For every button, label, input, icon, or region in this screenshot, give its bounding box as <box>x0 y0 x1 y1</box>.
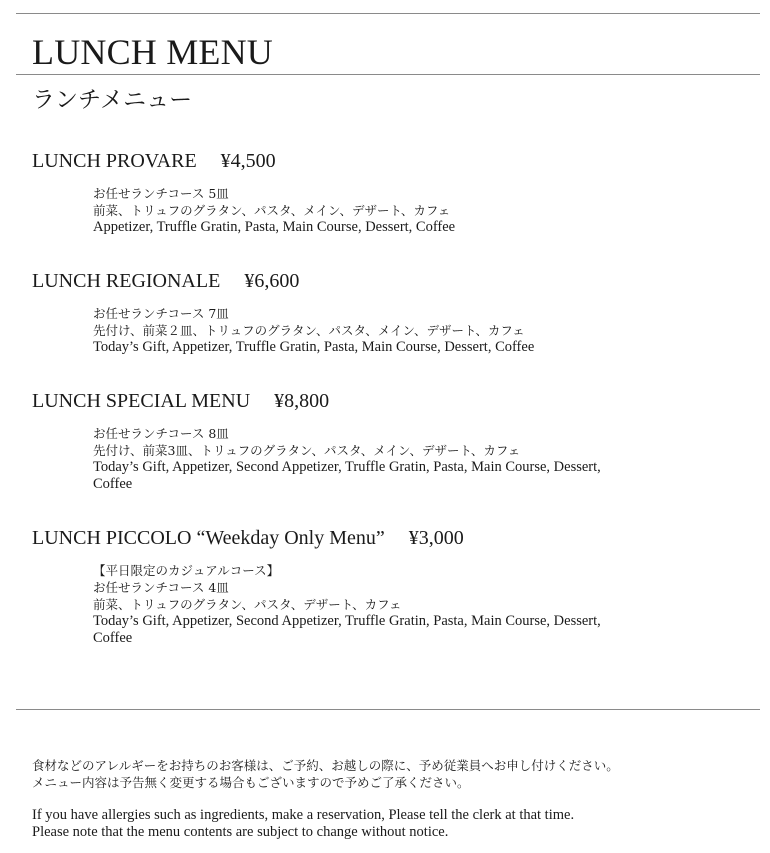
course-piccolo <box>32 526 732 647</box>
course-count-line: お任せランチコース 7皿 <box>93 306 229 321</box>
course-special-menu <box>32 389 732 493</box>
allergy-note-jp: 食材などのアレルギーをお持ちのお客様は、ご予約、お越しの際に、予め従業員へお申し付けください。 <box>32 758 619 773</box>
course-price: ¥3,000 <box>408 527 464 549</box>
course-dishes-jp: 前菜、トリュフのグラタン、パスタ、メイン、デザート、カフェ <box>93 203 451 218</box>
course-tag-line: 【平日限定のカジュアルコース】 <box>93 563 280 578</box>
title-divider <box>16 74 760 75</box>
course-count-line: お任せランチコース 4皿 <box>93 580 229 595</box>
course-price: ¥6,600 <box>244 270 300 292</box>
course-dishes-en: Today’s Gift, Appetizer, Second Appetizer, Truffle Gratin, Pasta, Main Course, Dessert, Coffee <box>93 459 601 492</box>
course-name: LUNCH REGIONALE <box>32 270 221 292</box>
change-note-jp: メニュー内容は予告無く変更する場合もございますので予めご了承ください。 <box>32 775 470 790</box>
course-header <box>32 149 732 173</box>
course-description <box>93 305 613 356</box>
course-price: ¥4,500 <box>220 150 276 172</box>
course-regionale <box>32 269 732 356</box>
page-title: LUNCH MENU <box>32 32 273 72</box>
notes-spacer <box>32 791 752 807</box>
top-divider <box>16 13 760 14</box>
course-provare <box>32 149 732 236</box>
course-description <box>93 425 613 493</box>
course-dishes-jp: 前菜、トリュフのグラタン、パスタ、デザート、カフェ <box>93 597 402 612</box>
course-description <box>93 562 613 647</box>
course-dishes-en: Appetizer, Truffle Gratin, Pasta, Main Course, Dessert, Coffee <box>93 219 456 235</box>
course-count-line: お任せランチコース 5皿 <box>93 186 229 201</box>
change-note-en: Please note that the menu contents are subject to change without notice. <box>32 824 449 840</box>
course-dishes-jp: 先付け、前菜3皿、トリュフのグラタン、パスタ、メイン、デザート、カフェ <box>93 443 521 458</box>
course-dishes-en: Today’s Gift, Appetizer, Truffle Gratin, Pasta, Main Course, Dessert, Coffee <box>93 339 535 355</box>
course-header <box>32 389 732 413</box>
course-name: LUNCH SPECIAL MENU <box>32 390 251 412</box>
allergy-notes <box>32 757 752 841</box>
allergy-note-en: If you have allergies such as ingredients, make a reservation, Please tell the clerk at that time. <box>32 807 575 823</box>
course-header <box>32 526 732 550</box>
course-price: ¥8,800 <box>274 390 330 412</box>
course-header <box>32 269 732 293</box>
course-description <box>93 185 613 236</box>
page-subtitle: ランチメニュー <box>32 87 193 113</box>
course-name: LUNCH PICCOLO “Weekday Only Menu” <box>32 527 385 549</box>
course-name: LUNCH PROVARE <box>32 150 197 172</box>
course-count-line: お任せランチコース 8皿 <box>93 426 229 441</box>
course-dishes-en: Today’s Gift, Appetizer, Second Appetizer, Truffle Gratin, Pasta, Main Course, Dessert, Coffee <box>93 613 601 646</box>
footer-divider <box>16 709 760 710</box>
course-dishes-jp: 先付け、前菜２皿、トリュフのグラタン、パスタ、メイン、デザート、カフェ <box>93 323 525 338</box>
